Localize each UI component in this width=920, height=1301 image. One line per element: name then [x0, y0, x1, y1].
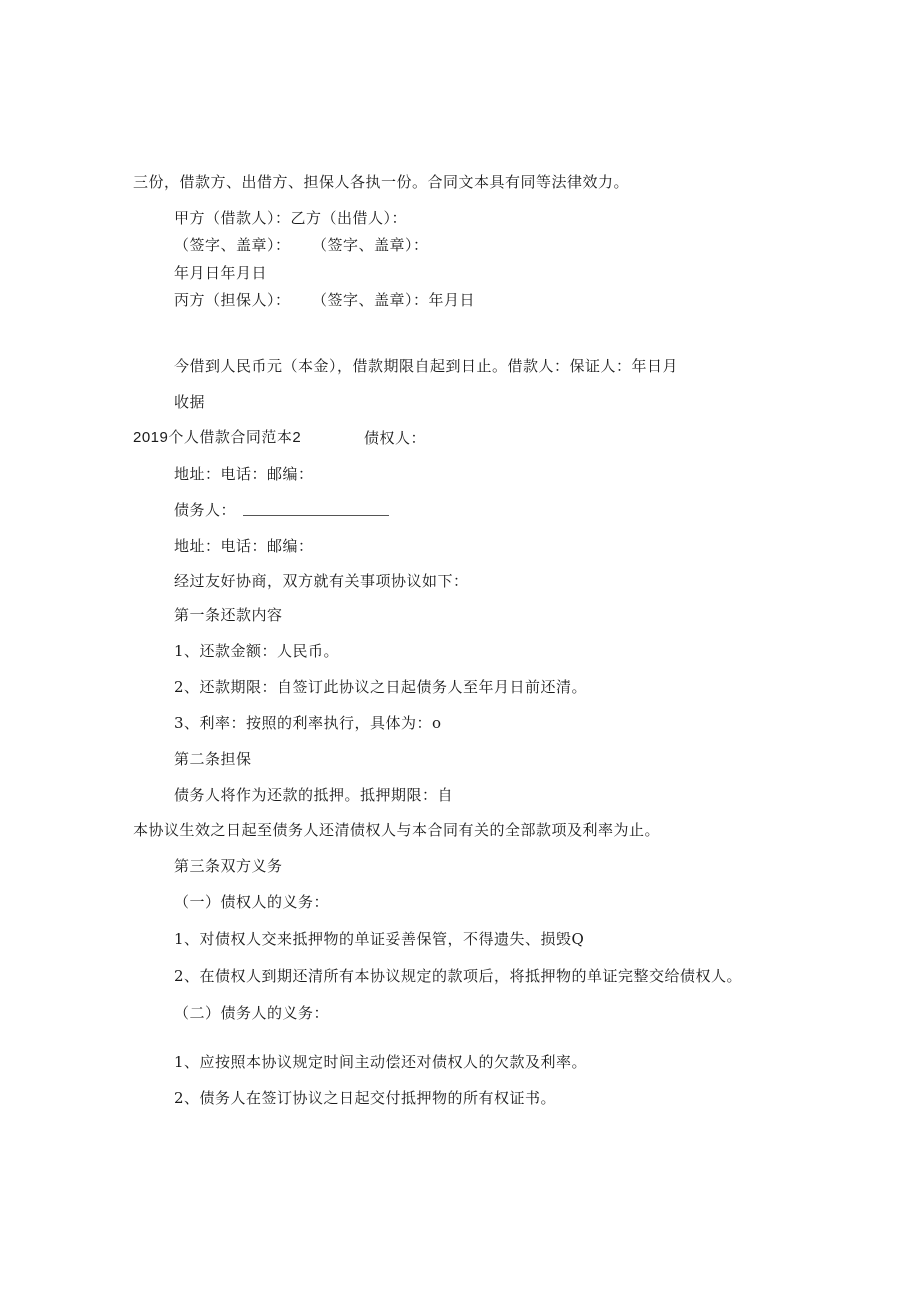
article-1-heading: 第一条还款内容 [174, 606, 283, 624]
creditor-duty-1: 1、对债权人交来抵押物的单证妥善保管，不得遗失、损毁Q [174, 930, 585, 948]
agreement-intro: 经过友好协商，双方就有关事项协议如下： [174, 572, 469, 590]
contract-title: 2019个人借款合同范本2 [133, 429, 302, 446]
creditor-duties-heading: （一）债权人的义务： [174, 893, 330, 911]
debtor-duty-2: 2、债务人在签订协议之日起交付抵押物的所有权证书。 [174, 1089, 557, 1107]
party-a-signature: （签字、盖章）： [174, 236, 291, 254]
article-2-text: 债务人将作为还款的抵押。抵押期限：自 [174, 786, 454, 804]
receipt-text: 今借到人民币元（本金），借款期限自起到日止。借款人：保证人：年日月 [174, 357, 679, 375]
party-a-b-label: 甲方（借款人）：乙方（出借人）： [174, 209, 408, 227]
article-3-heading: 第三条双方义务 [174, 857, 283, 875]
article-1-item-1: 1、还款金额：人民币。 [174, 642, 340, 660]
article-2-text-continued: 本协议生效之日起至债务人还清债权人与本合同有关的全部款项及利率为止。 [133, 821, 661, 839]
article-2-heading: 第二条担保 [174, 750, 252, 768]
debtor-duty-1: 1、应按照本协议规定时间主动偿还对债权人的欠款及利率。 [174, 1053, 588, 1071]
article-1-item-2: 2、还款期限：自签订此协议之日起债务人至年月日前还清。 [174, 678, 588, 696]
party-c-label: 丙方（担保人）： [174, 291, 291, 309]
creditor-label: 债权人： [364, 429, 427, 447]
paragraph-copies: 三份，借款方、出借方、担保人各执一份。合同文本具有同等法律效力。 [133, 173, 630, 191]
debtor-label: 债务人： [174, 501, 237, 519]
creditor-duty-2: 2、在债权人到期还清所有本协议规定的款项后，将抵押物的单证完整交给债权人。 [174, 967, 743, 985]
receipt-title: 收据 [174, 393, 206, 411]
creditor-address: 地址：电话：邮编： [174, 465, 314, 483]
party-b-signature: （签字、盖章）： [312, 236, 429, 254]
debtor-blank-line [243, 515, 389, 516]
party-c-signature: （签字、盖章）：年月日 [312, 291, 476, 309]
article-1-item-3: 3、利率：按照的利率执行，具体为：o [174, 714, 442, 732]
debtor-address: 地址：电话：邮编： [174, 537, 314, 555]
signing-dates: 年月日年月日 [174, 264, 268, 282]
debtor-duties-heading: （二）债务人的义务： [174, 1004, 330, 1022]
